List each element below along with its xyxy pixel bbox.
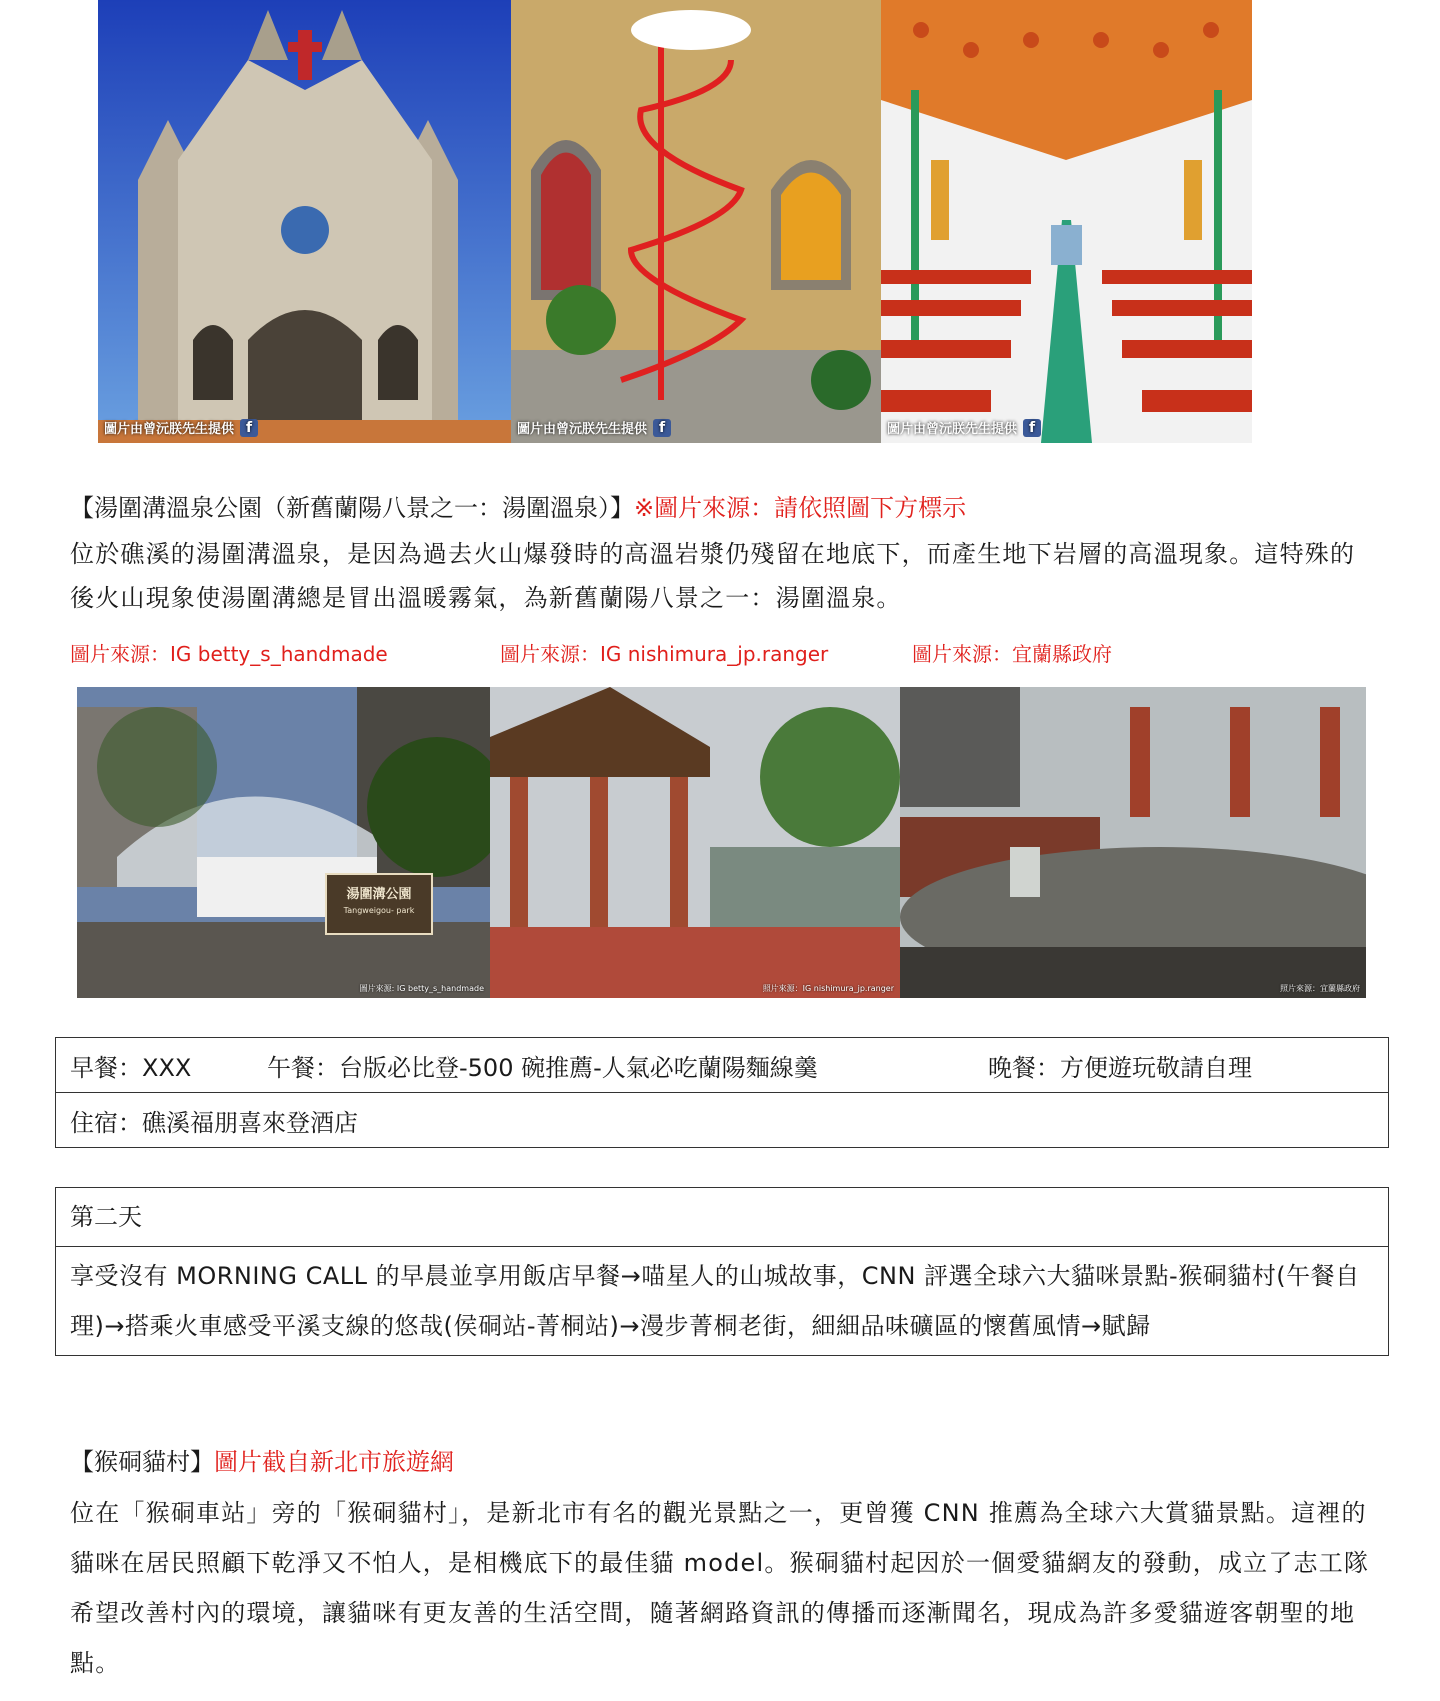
source-label: 圖片來源：宜蘭縣政府 — [912, 642, 1112, 666]
facebook-icon: f — [1023, 419, 1041, 437]
day2-itinerary-row — [56, 1247, 1389, 1356]
photo-credit: 圖片由曾沅朕先生提供 f — [517, 418, 671, 437]
source-note: 圖片截自新北市旅遊網 — [214, 1448, 454, 1476]
spiral-staircase-photo — [511, 0, 881, 443]
lodging: 住宿：礁溪福朋喜來登酒店 — [56, 1093, 1389, 1148]
facebook-icon: f — [240, 419, 258, 437]
hot-spring-title — [70, 486, 1380, 530]
section-heading: 【湯圍溝溫泉公園（新舊蘭陽八景之一：湯圍溫泉）】 — [70, 494, 634, 522]
source-label: 圖片來源：IG betty_s_handmade — [70, 642, 388, 666]
hot-spring-photo-row — [77, 687, 1366, 998]
day-heading: 第二天 — [56, 1188, 1389, 1247]
hot-spring-description: 位於礁溪的湯圍溝溫泉，是因為過去火山爆發時的高溫岩漿仍殘留在地底下，而產生地下岩層的高溫現象。這特殊的後火山現象使湯圍溝總是冒出溫暖霧氣，為新舊蘭陽八景之一：湯圍溫泉。 — [70, 540, 1356, 612]
pavilion-photo — [490, 687, 900, 998]
facebook-icon: f — [653, 419, 671, 437]
itinerary-text: 享受沒有 MORNING CALL 的早晨並享用飯店早餐→喵星人的山城故事，CNN 評選全球六大貓咪景點-猴硐貓村(午餐自理)→搭乘火車感受平溪支線的悠哉(侯硐站-菁桐站)→漫步菁桐老街，細細品味礦區的懷舊風情→賦歸 — [56, 1247, 1389, 1356]
photo-watermark: 照片來源：宜蘭縣政府 — [1280, 984, 1360, 993]
photo-credit: 圖片由曾沅朕先生提供 f — [887, 418, 1041, 437]
cat-village-description: 位在「猴硐車站」旁的「猴硐貓村」，是新北市有名的觀光景點之一，更曾獲 CNN 推薦為全球六大賞貓景點。這裡的貓咪在居民照顧下乾淨又不怕人，是相機底下的最佳貓 model。猴硐貓村起因於一個愛貓網友的發動，成立了志工隊希望改善村內的環境，讓貓咪有更友善的生活空間，隨著網路資訊的傳播而逐漸聞名，現成為許多愛貓遊客朝聖的地點。 — [70, 1499, 1370, 1677]
hot-spring-pool-photo — [900, 687, 1366, 998]
breakfast: 早餐：XXX — [70, 1053, 192, 1082]
section-heading: 【猴硐貓村】 — [70, 1448, 214, 1476]
photo-watermark: 圖片來源: IG betty_s_handmade — [359, 984, 484, 993]
photo-credit: 圖片由曾沅朕先生提供 f — [104, 418, 258, 437]
park-sign: 湯圍溝公園 Tangweigou- park — [325, 873, 433, 935]
cat-village-title — [70, 1440, 1380, 1484]
source-label: 圖片來源：IG nishimura_jp.ranger — [500, 642, 829, 666]
source-note: ※圖片來源：請依照圖下方標示 — [634, 494, 967, 522]
church-interior-photo — [881, 0, 1252, 443]
meals-table — [55, 1037, 1389, 1148]
church-photo-row — [98, 0, 1252, 443]
day2-heading-row — [56, 1188, 1389, 1247]
church-exterior-photo — [98, 0, 511, 443]
photo-watermark: 照片來源：IG nishimura_jp.ranger — [762, 984, 894, 993]
lunch: 午餐：台版必比登-500 碗推薦-人氣必吃蘭陽麵線羹 — [267, 1053, 818, 1082]
meals-row — [56, 1038, 1389, 1093]
day2-table — [55, 1187, 1389, 1356]
park-entrance-photo — [77, 687, 490, 998]
dinner: 晚餐：方便遊玩敬請自理 — [988, 1053, 1252, 1082]
lodging-row — [56, 1093, 1389, 1148]
